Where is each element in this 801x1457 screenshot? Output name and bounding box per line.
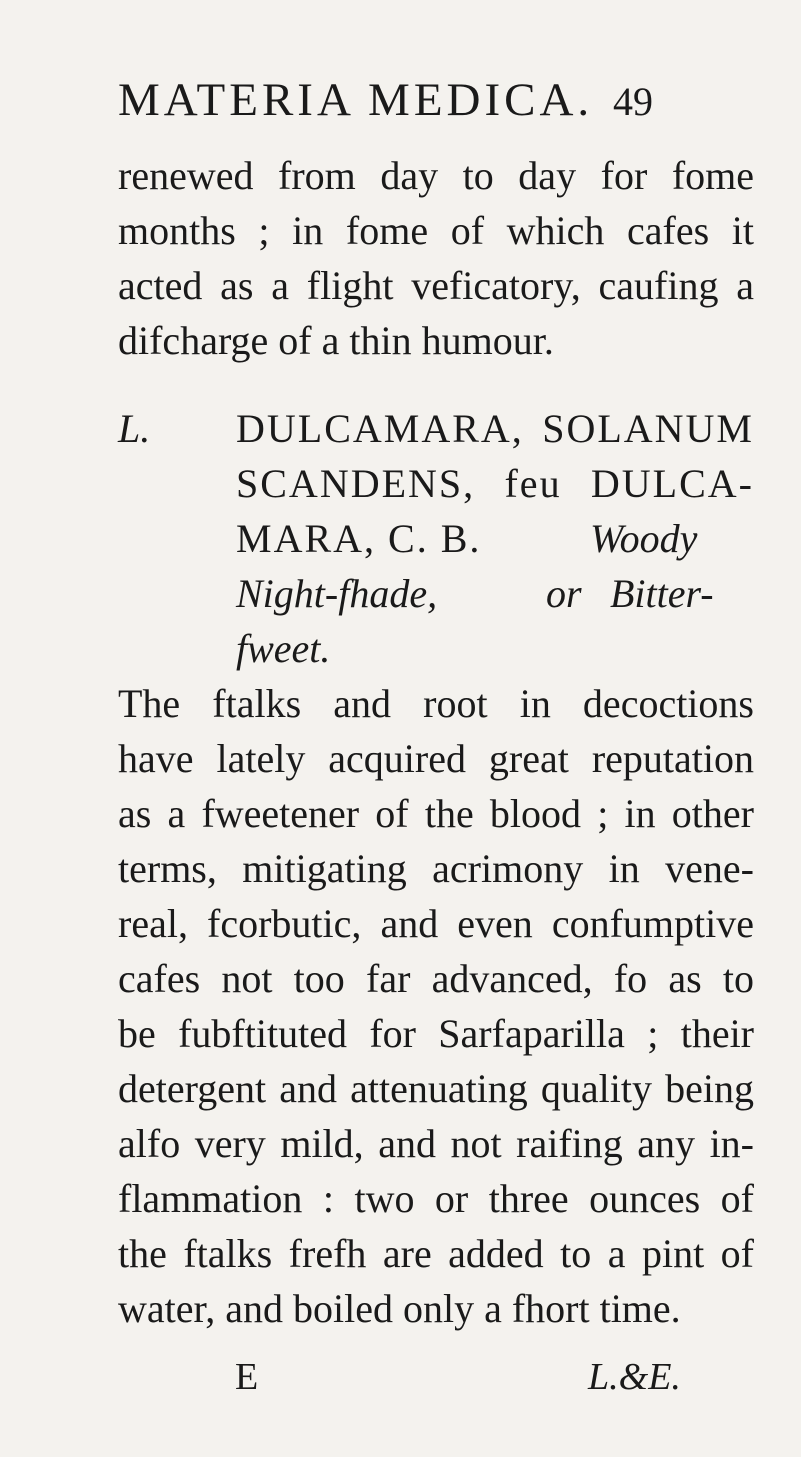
text-line: the ftalks frefh are added to a pint of (118, 1231, 754, 1276)
entry-heading-line: or (546, 571, 582, 616)
text-line: alfo very mild, and not raifing any in- (118, 1121, 754, 1166)
text-line: difcharge of a thin humour. (118, 318, 554, 363)
entry-heading-line: MARA, C. B. (236, 516, 482, 561)
text-line: cafes not too far advanced, fo as to (118, 956, 754, 1001)
entry-heading-line: fweet. (236, 626, 331, 671)
text-line: flammation : two or three ounces of (118, 1176, 754, 1221)
text-line: water, and boiled only a fhort time. (118, 1286, 681, 1331)
text-line: acted as a flight veficatory, caufing a (118, 263, 754, 308)
text-line: renewed from day to day for fome (118, 153, 754, 198)
text-line: terms, mitigating acrimony in vene- (118, 846, 754, 891)
page-header (118, 70, 758, 130)
text-line: have lately acquired great reputation (118, 736, 754, 781)
text-line: detergent and attenuating quality being (118, 1066, 754, 1111)
text-line: The ftalks and root in decoctions (118, 681, 754, 726)
text-line: real, fcorbutic, and even confumptive (118, 901, 754, 946)
entry-heading-line: SCANDENS, feu DULCA- (236, 461, 754, 506)
entry-heading-line: DULCAMARA, SOLANUM (236, 406, 754, 451)
text-line: be fubftituted for Sarfaparilla ; their (118, 1011, 754, 1056)
text-line: as a fweetener of the blood ; in other (118, 791, 754, 836)
entry-heading-line: Bitter- (610, 571, 714, 616)
signature-mark: E (235, 1356, 259, 1398)
pharmacopoeia-reference: L.&E. (588, 1356, 681, 1398)
text-line: months ; in fome of which cafes it (118, 208, 754, 253)
entry-heading-line: Night-fhade, (236, 571, 438, 616)
entry-label: L. (118, 406, 151, 451)
running-head: MATERIA MEDICA. (118, 74, 594, 126)
entry-heading-line: Woody (590, 516, 698, 561)
page-number: 49 (613, 79, 653, 124)
